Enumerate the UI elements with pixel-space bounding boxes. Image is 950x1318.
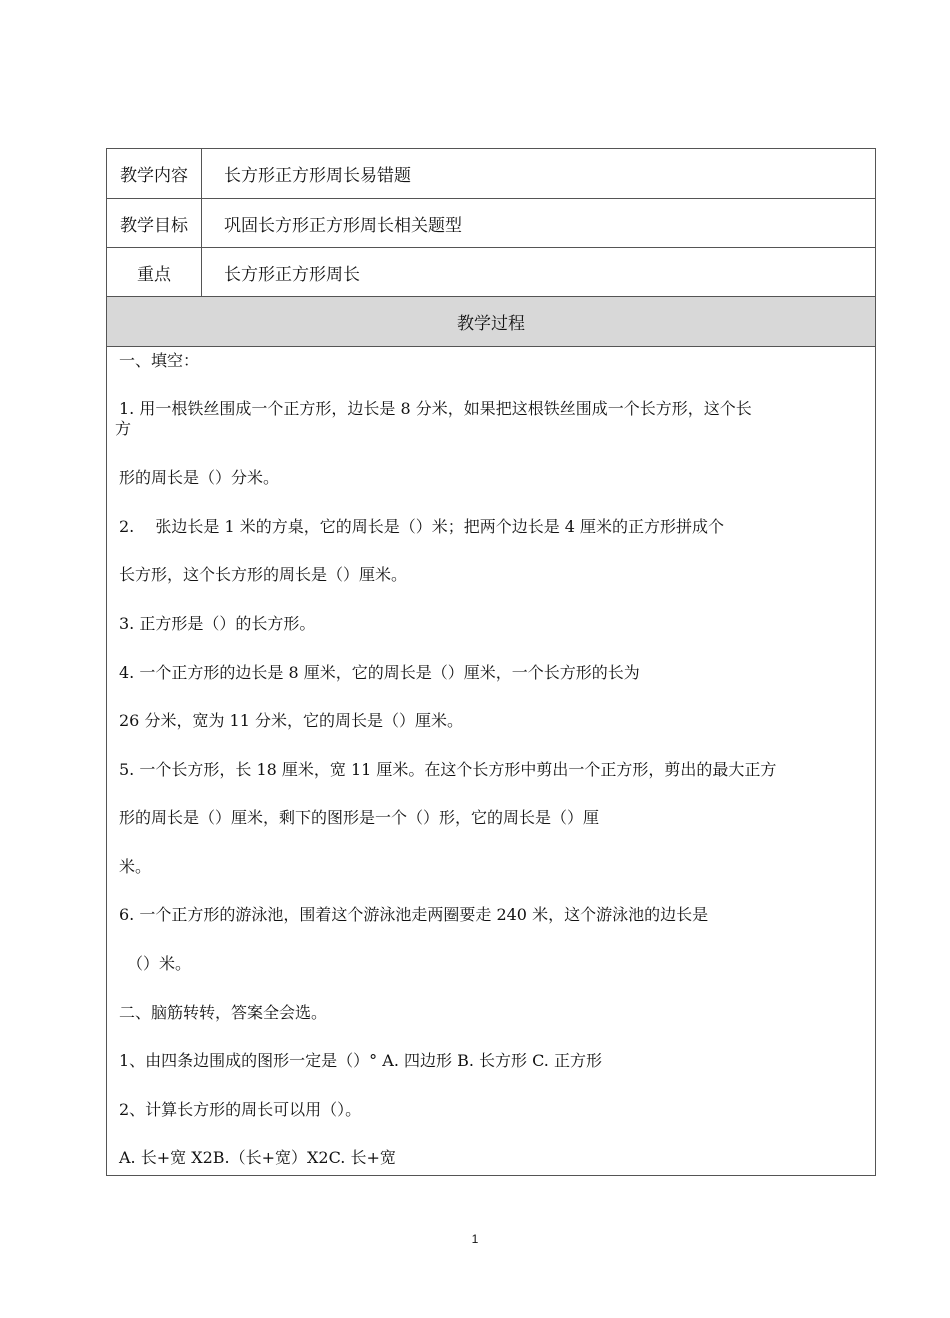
question-4-line-1: 4. 一个正方形的边长是 8 厘米，它的周长是（）厘米，一个长方形的长为 bbox=[119, 663, 640, 682]
choice-2: 2、计算长方形的周长可以用（）。 bbox=[119, 1100, 362, 1119]
choice-2-options: A. 长+宽 X2B.（长+宽）X2C. 长+宽 bbox=[119, 1148, 396, 1167]
lesson-table bbox=[106, 148, 876, 1176]
question-1-line-2: 方 bbox=[115, 419, 132, 438]
choice-1: 1、由四条边围成的图形一定是（）° A. 四边形 B. 长方形 C. 正方形 bbox=[119, 1051, 602, 1070]
section-fill-heading: 一、填空： bbox=[119, 351, 200, 370]
content-label: 教学内容 bbox=[107, 149, 202, 198]
focus-value: 长方形正方形周长 bbox=[224, 264, 360, 285]
goal-value: 巩固长方形正方形周长相关题型 bbox=[224, 215, 462, 236]
row-content bbox=[107, 149, 875, 199]
goal-label: 教学目标 bbox=[107, 199, 202, 247]
question-4-line-2: 26 分米，宽为 11 分米，它的周长是（）厘米。 bbox=[119, 711, 463, 730]
focus-label: 重点 bbox=[107, 248, 202, 296]
question-1-line-3: 形的周长是（）分米。 bbox=[119, 468, 280, 487]
question-5-line-2: 形的周长是（）厘米，剩下的图形是一个（）形，它的周长是（）厘 bbox=[119, 808, 600, 827]
question-1-line-1: 1. 用一根铁丝围成一个正方形，边长是 8 分米，如果把这根铁丝围成一个长方形，这个长 bbox=[119, 399, 752, 418]
question-5-line-3: 米。 bbox=[119, 857, 152, 876]
question-6-line-1: 6. 一个正方形的游泳池，围着这个游泳池走两圈要走 240 米，这个游泳池的边长是 bbox=[119, 905, 709, 924]
question-3: 3. 正方形是（）的长方形。 bbox=[119, 614, 316, 633]
row-goal bbox=[107, 199, 875, 248]
question-6-line-2: （）米。 bbox=[127, 954, 192, 973]
question-5-line-1: 5. 一个长方形，长 18 厘米，宽 11 厘米。在这个长方形中剪出一个正方形，剪出的最大正方 bbox=[119, 760, 777, 779]
question-2-line-2: 长方形，这个长方形的周长是（）厘米。 bbox=[119, 565, 408, 584]
content-value: 长方形正方形周长易错题 bbox=[224, 166, 411, 186]
page-number: 1 bbox=[471, 1232, 479, 1246]
section-choice-heading: 二、脑筋转转，答案全会选。 bbox=[119, 1003, 328, 1022]
process-body bbox=[107, 347, 875, 1175]
question-2-line-1: 2. 张边长是 1 米的方桌，它的周长是（）米；把两个边长是 4 厘米的正方形拼成个 bbox=[119, 517, 725, 536]
process-header: 教学过程 bbox=[107, 297, 875, 347]
row-focus bbox=[107, 248, 875, 297]
